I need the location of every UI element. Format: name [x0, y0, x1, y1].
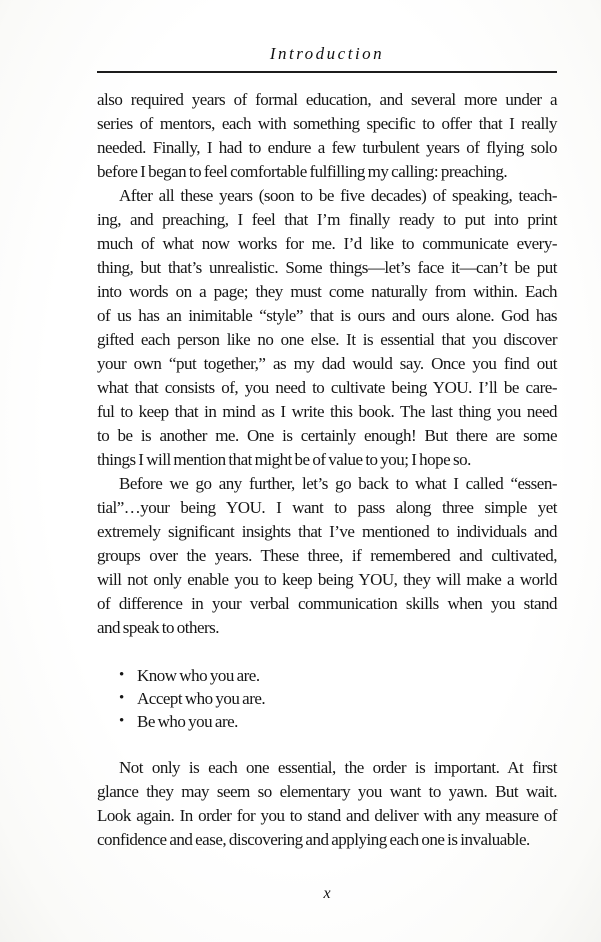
text-line: to be is another me. One is certainly enough! But there are some — [97, 426, 557, 445]
text-line: Before we go any further, let’s go back to what I called “essen- — [119, 474, 557, 493]
text-line: much of what now works for me. I’d like to communicate every- — [97, 234, 557, 253]
text-line: Look again. In order for you to stand and deliver with any measure of — [97, 806, 557, 825]
text-line: and speak to others. — [97, 618, 220, 637]
paragraph — [97, 184, 557, 472]
paragraph — [97, 756, 557, 852]
text-line: series of mentors, each with something specific to offer that I really — [97, 114, 557, 133]
text-line: before I began to feel comfortable fulfilling my calling: preaching. — [97, 162, 508, 181]
text-line: into words on a page; they must come naturally from within. Each — [97, 282, 557, 301]
list-item — [97, 664, 557, 687]
text-line: of us has an inimitable “style” that is ours and ours alone. God has — [97, 306, 557, 325]
text-line: your own “put together,” as my dad would say. Once you find out — [97, 354, 557, 373]
text-line: thing, but that’s unrealistic. Some things—let’s face it—can’t be put — [97, 258, 557, 277]
text-line: tial”…your being YOU. I want to pass along three simple yet — [97, 498, 557, 517]
text-line: Not only is each one essential, the order is important. At first — [119, 758, 557, 777]
bullet-item-text: Be who you are. — [137, 712, 238, 731]
paragraph — [97, 88, 557, 184]
text-line: glance they may seem so elementary you want to yawn. But wait. — [97, 782, 557, 801]
bullet-item-text: Know who you are. — [137, 666, 260, 685]
text-line: ing, and preaching, I feel that I’m finally ready to put into print — [97, 210, 557, 229]
text-line: things I will mention that might be of value to you; I hope so. — [97, 450, 471, 469]
header-rule — [97, 71, 557, 73]
paragraph — [97, 472, 557, 640]
text-line: confidence and ease, discovering and applying each one is invaluable. — [97, 830, 530, 849]
list-item — [97, 710, 557, 733]
page-number: x — [323, 885, 331, 902]
bullet-list — [97, 664, 557, 733]
text-line: also required years of formal education, and several more under a — [97, 90, 557, 109]
text-line: needed. Finally, I had to endure a few turbulent years of flying solo — [97, 138, 557, 157]
bullet-icon: • — [119, 667, 124, 683]
text-line: extremely significant insights that I’ve mentioned to individuals and — [97, 522, 557, 541]
list-item — [97, 687, 557, 710]
bullet-item-text: Accept who you are. — [137, 689, 266, 708]
text-line: groups over the years. These three, if remembered and cultivated, — [97, 546, 557, 565]
text-line: gifted each person like no one else. It is essential that you discover — [97, 330, 557, 349]
bullet-icon: • — [119, 713, 124, 729]
text-line: will not only enable you to keep being YOU, they will make a world — [97, 570, 557, 589]
running-head: Introduction — [269, 44, 385, 63]
text-line: ful to keep that in mind as I write this book. The last thing you need — [97, 402, 557, 421]
text-line: of difference in your verbal communication skills when you stand — [97, 594, 557, 613]
text-line: what that consists of, you need to cultivate being YOU. I’ll be care- — [97, 378, 557, 397]
text-block — [97, 88, 557, 852]
text-line: After all these years (soon to be five decades) of speaking, teach- — [119, 186, 557, 205]
bullet-icon: • — [119, 690, 124, 706]
